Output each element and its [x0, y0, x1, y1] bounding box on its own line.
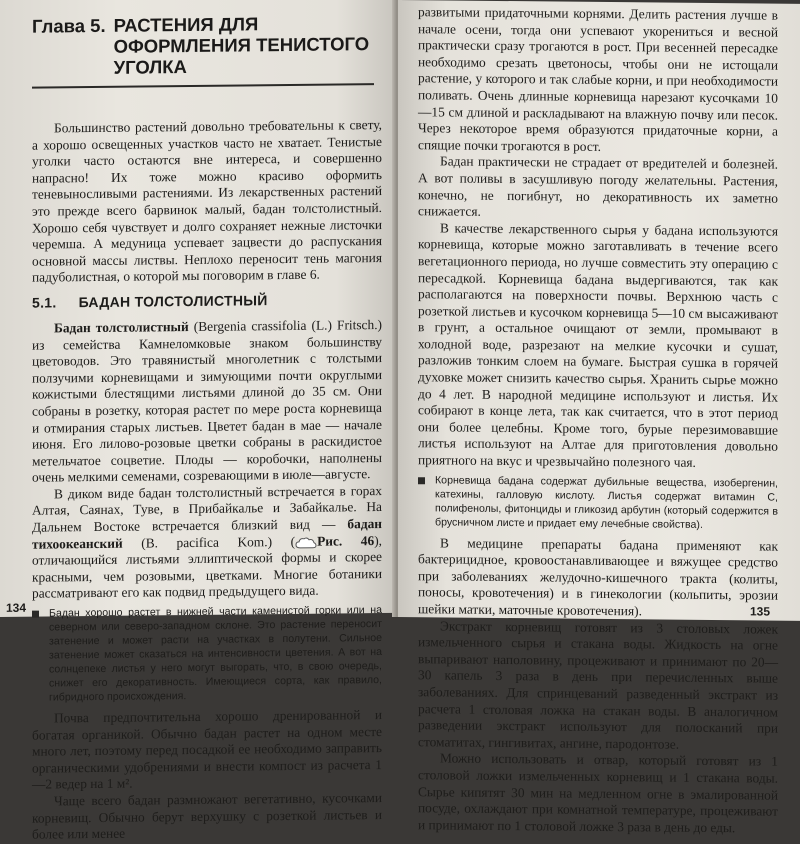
square-bullet-icon	[32, 611, 39, 618]
chapter-title: РАСТЕНИЯ ДЛЯ ОФОРМЛЕНИЯ ТЕНИСТОГО УГОЛКА	[113, 13, 370, 78]
cloud-icon	[295, 536, 317, 548]
paragraph-pests: Бадан практически не страдает от вредителей и болезней. А вот поливы в засушливую погоду желательны. Растения, конечно, не погибнут, но декоративность их заметно снижается.	[418, 153, 778, 219]
intro-paragraph: Большинство растений довольно требовательны к свету, а хорошо освещенных участков часто не хватает. Тенистые уголки часто остаются вне интереса, и совершенно напрасно! Их тоже можно красиво оформить теневыносливыми растениями. Из лекарственных растений это прежде всего барвинок малый, бадан толстолистный. Хорошо себя чувствует и долго сохраняет нежные листочки черемша. А медуница успевает зацвести до распускания основной массы листвы. Неплохо переносит тень магония падуболистная, о которой мы поговорим в главе 6.	[32, 116, 382, 286]
note-text: Корневища бадана содержат дубильные вещества, изобергенин, катехины, галловую кислоту. Листья содержат витамин С, полифенолы, фитонциды и гликозид арбутин (который содержится в брусничном листе и придает ему лечебные свойства).	[435, 473, 778, 531]
note-text: Бадан хорошо растет в нижней части каменистой горки или на северном или северо-западном склоне. Это растение переносит затенение и может расти на участках в полутени. Сильное затенение может сказаться на интенсивности цветения. А вот на солнцепеке листья у него могут выгорать, что, в свою очередь, снижет его декоративность. Имеющиеся сорта, как правило, гибридного происхождения.	[49, 604, 382, 704]
paragraph-soil: Почва предпочтительна хорошо дренированной и богатая органикой. Обычно бадан растет на одном месте много лет, поэтому перед посадкой ее необходимо заправить органическими удобрениями и внести компост из расчета 1—2 ведер на 1 м².	[32, 707, 382, 793]
section-number: 5.1.	[32, 294, 57, 311]
habitat-mid: (B. pacifica Kom.)	[122, 533, 273, 551]
paragraph-description	[32, 317, 382, 487]
paragraph-description-text: (Bergenia crassifolia (L.) Fritsch.) из семейства Камнеломковые знаком большинству цветоводов. Это травянистый многолетник с толстыми ползучими корневищами и зимующими почти округлыми кожистыми блестящими листьями длиной до 35 см. Они собраны в розетку, которая растет по мере роста корневища и отмирания старых листьев. Цветет бадан в мае — начале июня. Его лилово-розовые цветки собраны в раскидистое метельчатое соцветие. Плоды — коробочки, наполнены очень мелкими семенами, созревающими в июле—августе.	[32, 316, 383, 485]
paragraph-decoction: Можно использовать и отвар, который готовят из 1 столовой ложки измельченных корневищ и 1 стакана воды. Сырье кипятят 30 мин на медленном огне в эмалированной посуде, охлаждают при комнатной температуре, процеживают и принимают по 1 столовой ложке 3 раза в день до еды.	[418, 750, 778, 835]
page-number: 134	[6, 600, 27, 615]
section-title: БАДАН ТОЛСТОЛИСТНЫЙ	[78, 292, 268, 311]
paragraph-extract: Экстракт корневищ готовят из 3 столовых ложек измельченного сырья и стакана воды. Жидкость на огне выпаривают наполовину, процеживают и принимают по 20—30 капель 3 раза в день при перечисленных выше заболеваниях. Для спринцеваний разведенный экстракт из расчета 1 столовая ложка на стакан воды. В аналогичном разведении экстракт используют для полосканий при стоматитах, гингивитах, ангине, пародонтозе.	[418, 617, 778, 752]
page-number: 135	[749, 604, 770, 619]
paragraph-raw-material: В качестве лекарственного сырья у бадана используются корневища, которые можно заготавливать в течение всего вегетационного периода, но лучше совместить эту операцию с пересадкой. Корневища бадана выдергиваются, так как располагаются на поверхности почвы. Верхнюю часть с розеткой листьев и кусочком корневища 5—10 см высаживают в грунт, а остальное очищают от земли, промывают в холодной воде, разрезают на мелкие кусочки и сушат, разложив тонким слоем на бумаге. Быстрая сушка в горячей духовке может снизить качество сырья. Хранить сырье можно до 4 лет. В народной медицине используют и листья. Их собирают в конце лета, так как считается, что в этот период они более целебны. Кроме того, бурые перезимовавшие листья используют на Алтае для приготовления довольно приятного на вкус и чрезвычайно полезного чая.	[418, 220, 778, 470]
figure-reference: Рис. 46	[317, 532, 375, 549]
note-block	[32, 603, 382, 705]
term-pacifica: бадан тихоокеанский	[32, 516, 382, 552]
chapter-rule	[32, 83, 374, 89]
paragraph-medicine: В медицине препараты бадана применяют как бактерицидное, кровоостанавливающее и вяжущее средство при заболеваниях желудочно-кишечного тракта (колиты, поносы, кровотечения) и в гинекологии (кольпиты, эрозии шейки матки, маточные кровотечения).	[418, 535, 778, 619]
habitat-start: В диком виде бадан толстолистный встречается в горах Алтая, Саянах, Туве, в Прибайкалье и Забайкалье. На Дальнем Востоке встречается близкий вид —	[32, 482, 382, 535]
paragraph-habitat: В диком виде бадан толстолистный встречается в горах Алтая, Саянах, Туве, в Прибайкалье и Забайкалье. На Дальнем Востоке встречается близкий вид — бадан тихоокеанский (B. pacifica Kom.) ( Рис. 46), отличающийся листьями эллиптической формы и скорее красными, чем розовыми, цветками. Многие ботаники рассматривают его как подвид предыдущего вида.	[32, 482, 382, 602]
habitat-end: ), отличающийся листьями эллиптической формы и скорее красными, чем розовыми, цветками. Многие ботаники рассматривают его как подвид предыдущего вида.	[32, 532, 382, 602]
square-bullet-icon	[418, 477, 425, 484]
left-page	[0, 0, 396, 842]
right-page	[398, 0, 800, 835]
chapter-label: Глава 5.	[32, 14, 106, 37]
note-block-composition	[418, 473, 778, 532]
chapter-heading	[32, 12, 382, 79]
paragraph-propagation: Чаще всего бадан размножают вегетативно, кусочками корневищ. Обычно берут верхушку с розеткой листьев и более или менее	[32, 789, 382, 842]
term-badan: Бадан толстолистный	[54, 318, 189, 336]
paragraph-division: развитыми придаточными корнями. Делить растения лучше в начале осени, тогда они успевают укорениться и весной практически сразу трогаются в рост. При весенней пересадке необходимо срезать цветоносы, чтобы они не истощали растение, у которого и так слабые корни, и при необходимости поливать. Очень длинные корневища нарезают кусочками 10—15 см длиной и раскладывают на влажную почву или песок. Через некоторое время образуются придаточные корни, а спящие почки трогаются в рост.	[418, 4, 778, 154]
section-heading	[32, 291, 382, 311]
